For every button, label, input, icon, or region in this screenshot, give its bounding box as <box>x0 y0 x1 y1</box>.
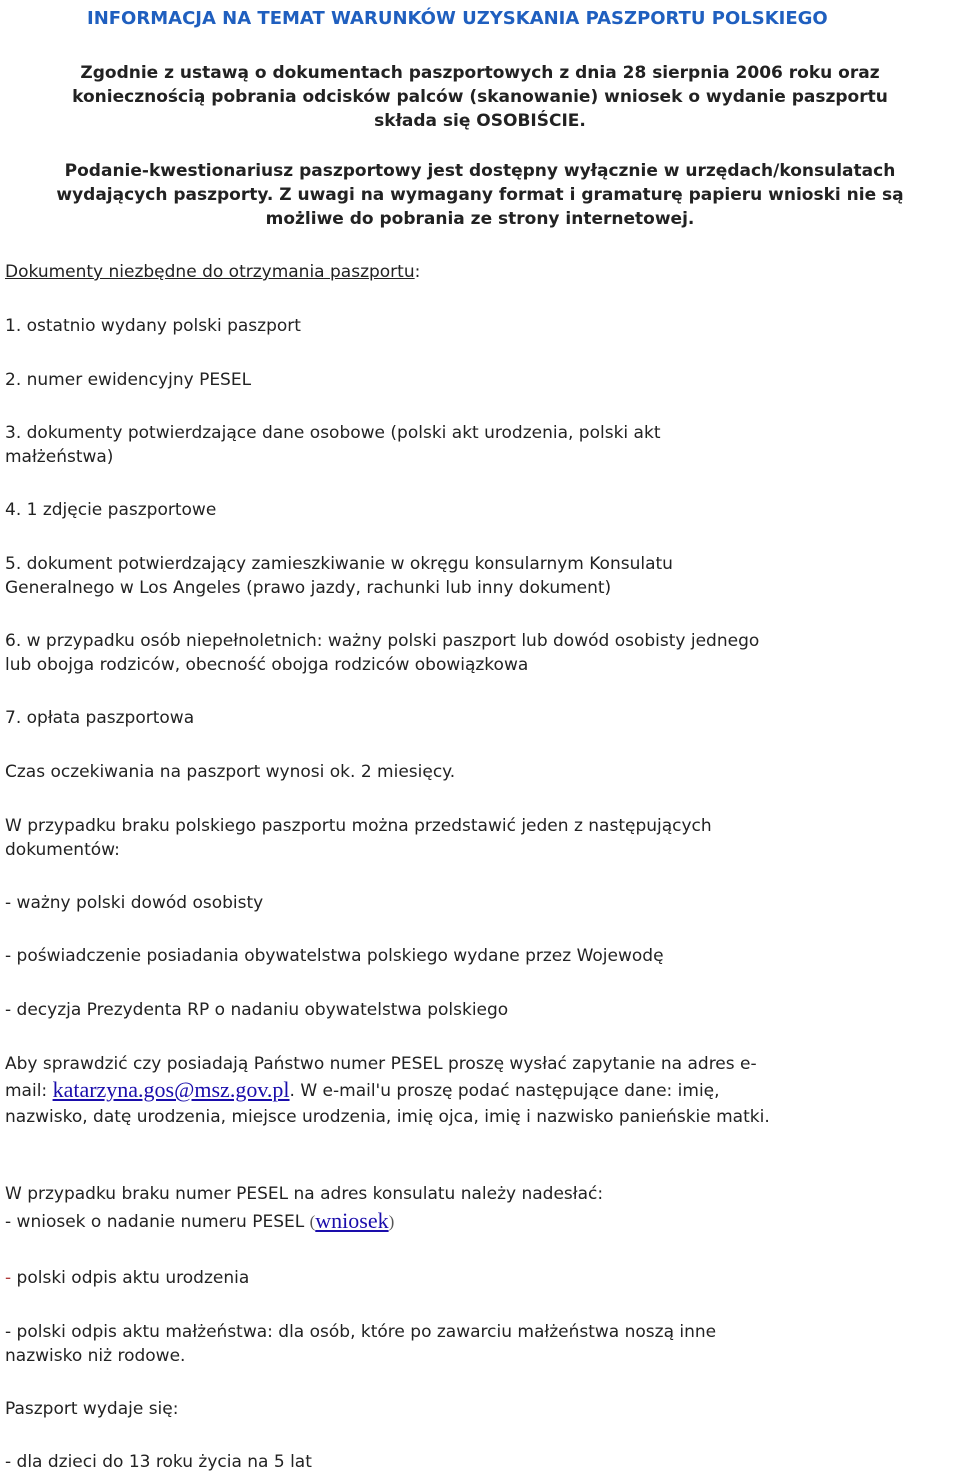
form-note-line-3: możliwe do pobrania ze strony internetowej. <box>265 209 695 229</box>
pesel-check-line-2 <box>5 1078 720 1103</box>
no-pesel-item-1 <box>5 1209 394 1234</box>
no-pesel-heading: W przypadku braku numer PESEL na adres konsulatu należy nadesłać: <box>5 1184 604 1204</box>
intro-line-1: Zgodnie z ustawą o dokumentach paszportowych z dnia 28 sierpnia 2006 roku oraz <box>80 63 880 83</box>
email-link[interactable]: katarzyna.gos@msz.gov.pl <box>52 1077 290 1102</box>
no-pesel-item-1-text: - wniosek o nadanie numeru PESEL <box>5 1212 310 1232</box>
intro-line-2: koniecznością pobrania odcisków palców (skanowanie) wniosek o wydanie paszportu <box>72 87 888 107</box>
no-pesel-item-3-line-1: - polski odpis aktu małżeństwa: dla osób, które po zawarciu małżeństwa noszą inne <box>5 1322 717 1342</box>
form-note-line-1: Podanie-kwestionariusz paszportowy jest dostępny wyłącznie w urzędach/konsulatach <box>64 161 896 181</box>
no-pesel-item-3-line-2: nazwisko niż rodowe. <box>5 1346 186 1366</box>
document-item-2: 2. numer ewidencyjny PESEL <box>5 370 252 390</box>
no-passport-option-2: - poświadczenie posiadania obywatelstwa polskiego wydane przez Wojewodę <box>5 946 664 966</box>
no-passport-line-1: W przypadku braku polskiego paszportu można przedstawić jeden z następujących <box>5 816 712 836</box>
wniosek-link[interactable]: wniosek <box>315 1208 389 1233</box>
paren-open: ( <box>309 1212 316 1231</box>
page-title: INFORMACJA NA TEMAT WARUNKÓW UZYSKANIA PASZPORTU POLSKIEGO <box>87 8 828 29</box>
documents-heading-colon: : <box>414 262 421 282</box>
waiting-time: Czas oczekiwania na paszport wynosi ok. 2 miesięcy. <box>5 762 456 782</box>
document-item-3-line-1: 3. dokumenty potwierdzające dane osobowe (polski akt urodzenia, polski akt <box>5 423 661 443</box>
no-passport-line-2: dokumentów: <box>5 840 120 860</box>
issued-for-heading: Paszport wydaje się: <box>5 1399 179 1419</box>
pesel-check-mail-prefix: mail: <box>5 1081 53 1101</box>
no-pesel-item-2 <box>5 1267 249 1290</box>
document-item-6-line-2: lub obojga rodziców, obecność obojga rodziców obowiązkowa <box>5 655 529 675</box>
no-passport-option-3: - decyzja Prezydenta RP o nadaniu obywatelstwa polskiego <box>5 1000 509 1020</box>
document-item-1: 1. ostatnio wydany polski paszport <box>5 316 301 336</box>
document-item-5-line-1: 5. dokument potwierdzający zamieszkiwanie w okręgu konsularnym Konsulatu <box>5 554 673 574</box>
form-note-line-2: wydających paszporty. Z uwagi na wymagany format i gramaturę papieru wnioski nie są <box>56 185 904 205</box>
document-item-3-line-2: małżeństwa) <box>5 447 114 467</box>
pesel-check-line-3: nazwisko, datę urodzenia, miejsce urodzenia, imię ojca, imię i nazwisko panieńskie matki. <box>5 1107 770 1127</box>
document-item-6-line-1: 6. w przypadku osób niepełnoletnich: ważny polski paszport lub dowód osobisty jednego <box>5 631 760 651</box>
document-item-4: 4. 1 zdjęcie paszportowe <box>5 500 217 520</box>
no-passport-option-1: - ważny polski dowód osobisty <box>5 893 264 913</box>
pesel-check-mail-suffix: . W e-mail'u proszę podać następujące dane: imię, <box>289 1081 720 1101</box>
issued-for-item-1: - dla dzieci do 13 roku życia na 5 lat <box>5 1452 312 1472</box>
documents-heading-text: Dokumenty niezbędne do otrzymania paszportu <box>5 262 415 282</box>
no-pesel-item-2-dash: - <box>5 1268 12 1288</box>
paren-close: ) <box>388 1212 395 1231</box>
document-item-5-line-2: Generalnego w Los Angeles (prawo jazdy, rachunki lub inny dokument) <box>5 578 612 598</box>
no-pesel-item-2-text: polski odpis aktu urodzenia <box>11 1268 250 1288</box>
documents-heading <box>5 261 420 284</box>
intro-line-3: składa się OSOBIŚCIE. <box>374 111 586 131</box>
document-item-7: 7. opłata paszportowa <box>5 708 195 728</box>
pesel-check-line-1: Aby sprawdzić czy posiadają Państwo numer PESEL proszę wysłać zapytanie na adres e- <box>5 1054 757 1074</box>
